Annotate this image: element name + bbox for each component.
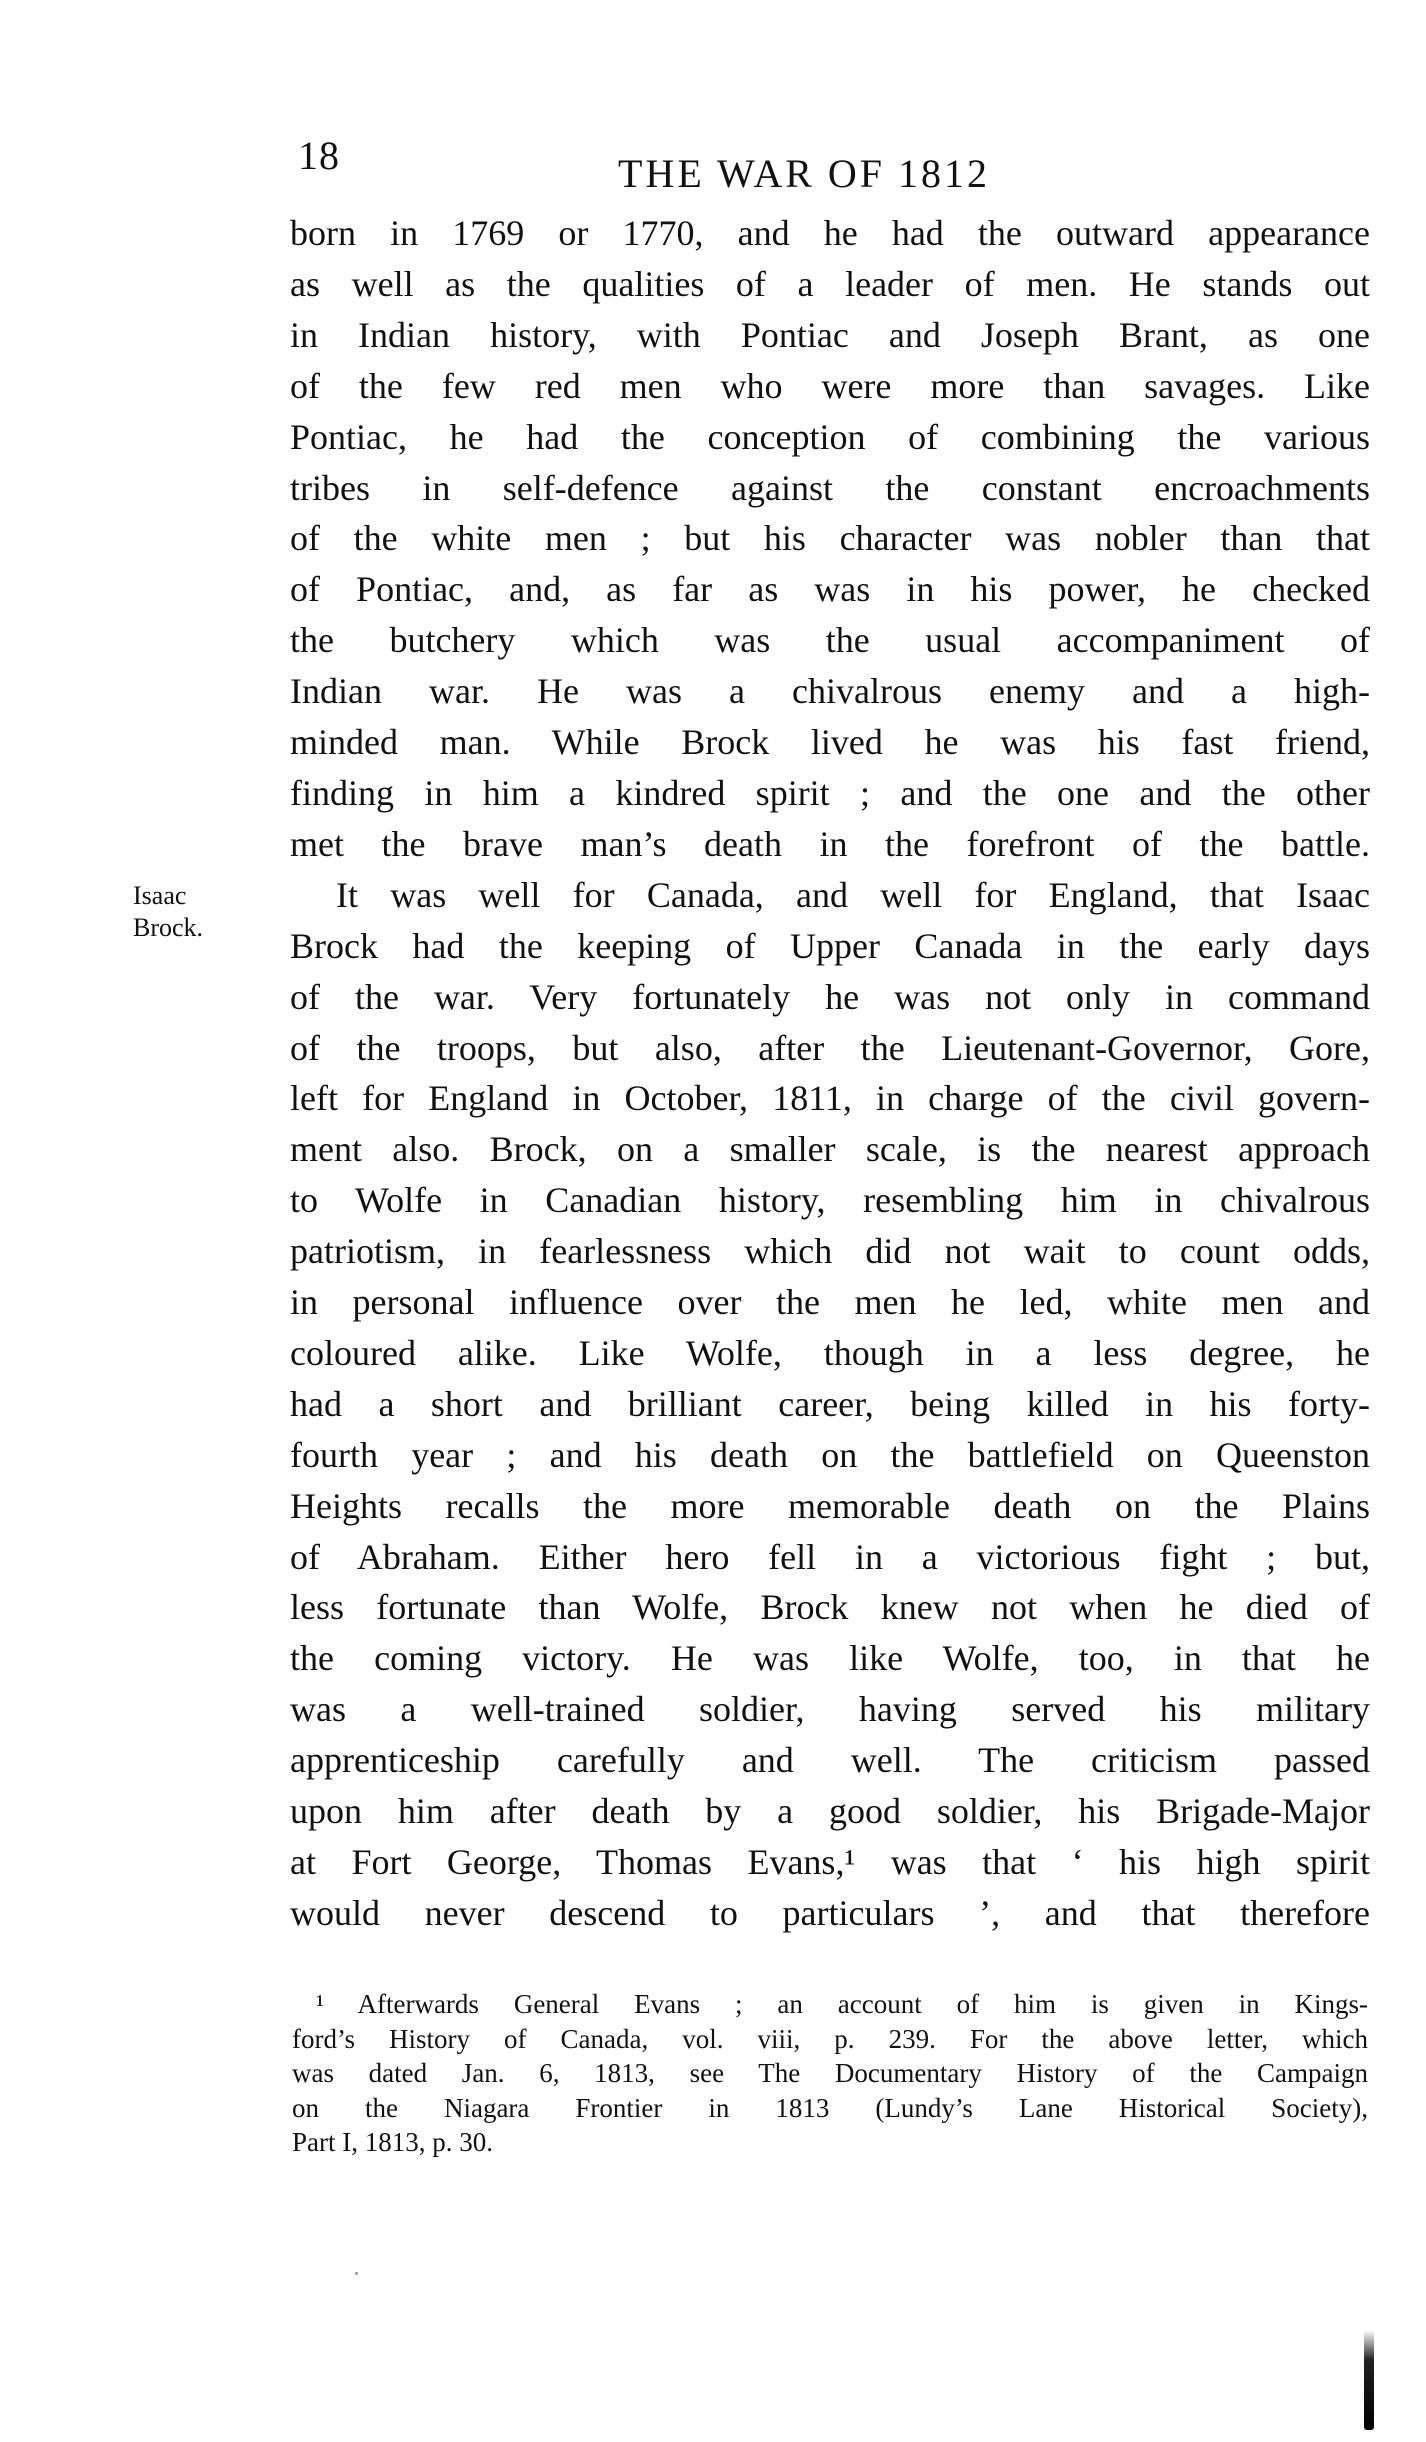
page-number: 18 bbox=[298, 133, 340, 178]
text-line: of the few red men who were more than savages. Like bbox=[290, 365, 1370, 406]
text-line: met the brave man’s death in the forefront of the battle. bbox=[290, 823, 1370, 864]
text-line: to Wolfe in Canadian history, resembling him in chivalrous bbox=[290, 1180, 1370, 1221]
footnote-line: was dated Jan. 6, 1813, see The Documentary History of the Campaign bbox=[292, 2058, 1368, 2088]
text-line: Indian war. He was a chivalrous enemy and a high- bbox=[290, 671, 1370, 712]
text-line: of the troops, but also, after the Lieutenant-Governor, Gore, bbox=[290, 1027, 1370, 1068]
margin-note bbox=[133, 880, 203, 944]
text-line: of the white men ; but his character was nobler than that bbox=[290, 518, 1370, 559]
text-line: was a well-trained soldier, having served his military bbox=[290, 1689, 1370, 1730]
text-line: born in 1769 or 1770, and he had the outward appearance bbox=[290, 213, 1370, 253]
text-line: Pontiac, he had the conception of combining the various bbox=[290, 416, 1370, 457]
text-line: the coming victory. He was like Wolfe, too, in that he bbox=[290, 1638, 1370, 1679]
text-line: fourth year ; and his death on the battlefield on Queenston bbox=[290, 1434, 1370, 1475]
text-line: the butchery which was the usual accompaniment of bbox=[290, 620, 1370, 661]
text-line: left for England in October, 1811, in charge of the civil govern- bbox=[290, 1078, 1370, 1119]
text-line: would never descend to particulars ’, and that therefore bbox=[290, 1892, 1370, 1933]
text-line: finding in him a kindred spirit ; and the one and the other bbox=[290, 772, 1370, 813]
text-line: as well as the qualities of a leader of men. He stands out bbox=[290, 263, 1370, 304]
text-line: apprenticeship carefully and well. The criticism passed bbox=[290, 1740, 1370, 1781]
text-line: had a short and brilliant career, being killed in his forty- bbox=[290, 1383, 1370, 1424]
text-line: of Abraham. Either hero fell in a victorious fight ; but, bbox=[290, 1536, 1370, 1577]
text-line: in personal influence over the men he led, white men and bbox=[290, 1282, 1370, 1323]
text-line: of the war. Very fortunately he was not only in command bbox=[290, 976, 1370, 1017]
running-title: THE WAR OF 1812 bbox=[618, 151, 991, 196]
text-line: tribes in self-defence against the constant encroachments bbox=[290, 467, 1370, 508]
text-line: of Pontiac, and, as far as was in his power, he checked bbox=[290, 569, 1370, 610]
text-line: ment also. Brock, on a smaller scale, is the nearest approach bbox=[290, 1129, 1370, 1170]
footnote-line: on the Niagara Frontier in 1813 (Lundy’s Lane Historical Society), bbox=[292, 2092, 1368, 2123]
body-text bbox=[290, 208, 1370, 1939]
text-line: patriotism, in fearlessness which did not wait to count odds, bbox=[290, 1231, 1370, 1272]
margin-note-line: Isaac bbox=[133, 881, 187, 910]
text-line: Brock had the keeping of Upper Canada in the early days bbox=[290, 925, 1370, 966]
text-line: less fortunate than Wolfe, Brock knew not when he died of bbox=[290, 1587, 1370, 1628]
text-line: in Indian history, with Pontiac and Joseph Brant, as one bbox=[290, 314, 1370, 355]
text-line: at Fort George, Thomas Evans,¹ was that ‘ his high spirit bbox=[290, 1842, 1370, 1882]
text-line: Heights recalls the more memorable death on the Plains bbox=[290, 1485, 1370, 1526]
paper-speck bbox=[355, 2272, 358, 2275]
text-line: It was well for Canada, and well for England, that Isaac bbox=[336, 874, 1370, 915]
page-edge-mark bbox=[1364, 2330, 1374, 2430]
footnote-line: ¹ Afterwards General Evans ; an account of him is given in Kings- bbox=[316, 1989, 1368, 2019]
footnote-line: ford’s History of Canada, vol. viii, p. 239. For the above letter, which bbox=[292, 2023, 1368, 2054]
text-line: minded man. While Brock lived he was his fast friend, bbox=[290, 722, 1370, 763]
text-line: upon him after death by a good soldier, his Brigade-Major bbox=[290, 1791, 1370, 1832]
footnote-line: Part I, 1813, p. 30. bbox=[292, 2127, 493, 2157]
text-line: coloured alike. Like Wolfe, though in a less degree, he bbox=[290, 1332, 1370, 1373]
footnote bbox=[292, 1987, 1368, 2160]
margin-note-line: Brock. bbox=[133, 913, 204, 942]
